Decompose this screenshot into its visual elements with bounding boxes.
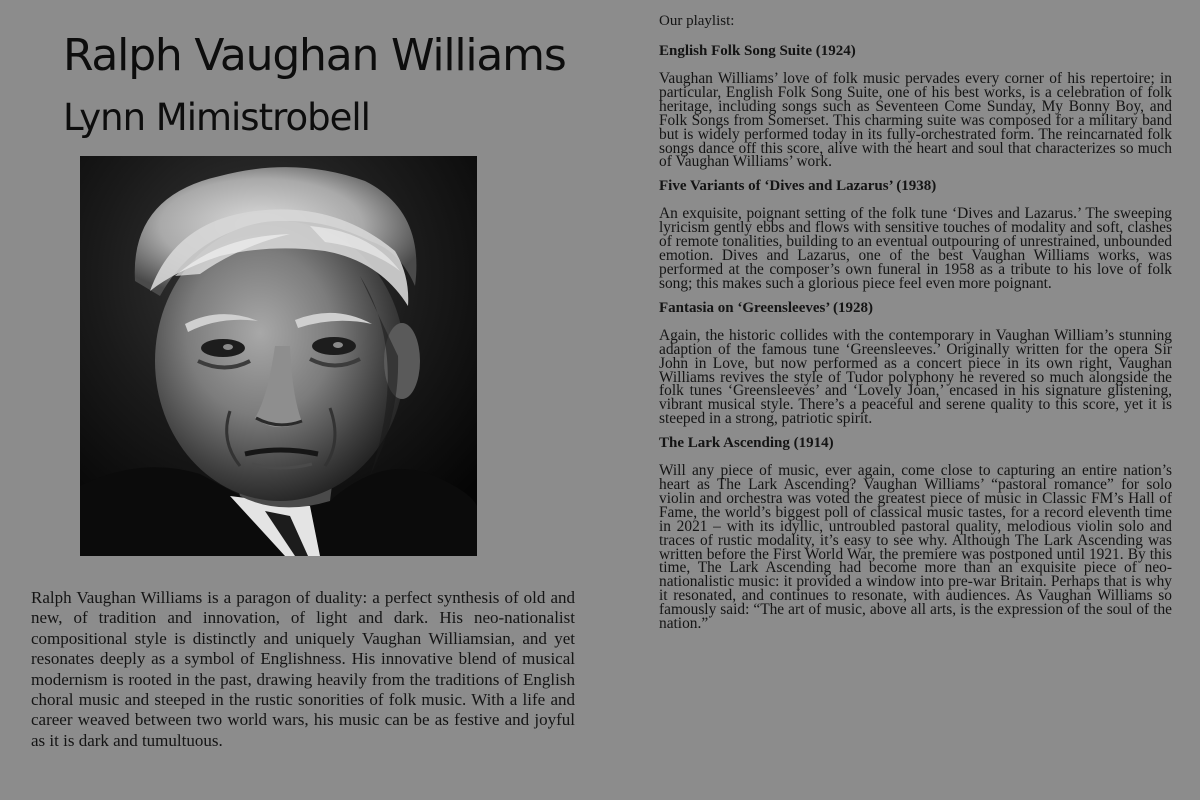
composer-portrait (80, 156, 477, 556)
piece-description: Vaughan Williams’ love of folk music pervades every corner of his repertoire; in particular, English Folk Song Suite, one of his best works, is a celebration of folk heritage, including songs such as Seventeen Come Sunday, My Bonny Boy, and Folk Songs from Somerset. This charming suite was composed for a military band but is widely performed today in its fully-orchestrated form. The reincarnated folk songs dance off this score, alive with the heart and soul that characterizes so much of Vaughan Williams’ work. (659, 70, 1172, 171)
piece-title: The Lark Ascending (1914) (659, 435, 834, 452)
piece-title: Fantasia on ‘Greensleeves’ (1928) (659, 299, 873, 316)
piece-description: Again, the historic collides with the contemporary in Vaughan William’s stunning adaption of the famous tune ‘Greensleeves.’ Originally written for the opera Sir John in Love, but now performed as a concert piece in its own right, Vaughan Williams revives the style of Tudor polyphony he revered so much alongside the folk tunes ‘Greensleeves’ and ‘Lovely Joan,’ encased in his signature glistening, vibrant musical style. There’s a peaceful and serene quality to this score, yet it is steeped in a strong, patriotic spirit. (659, 326, 1172, 428)
piece-description: An exquisite, poignant setting of the folk tune ‘Dives and Lazarus.’ The sweeping lyricism gently ebbs and flows with sensitive touches of modality and soft, clashes of remote tonalities, building to an eventual outpouring of unrestrained, unbounded emotion. Dives and Lazarus, one of the best Vaughan Williams works, was performed at the composer’s own funeral in 1958 as a tribute to his love of folk song; this makes such a glorious piece feel even more poignant. (659, 205, 1172, 292)
page-title: Ralph Vaughan Williams (63, 30, 566, 81)
biography-text: Ralph Vaughan Williams is a paragon of duality: a perfect synthesis of old and new, of tradition and innovation, of light and dark. His neo-nationalist compositional style is distinctly and uniquely Vaughan Williamsian, and yet resonates deeply as a symbol of Englishness. His innovative blend of musical modernism is rooted in the past, drawing heavily from the traditions of English choral music and steeped in the rustic sonorities of folk music. With a life and career weaved between two world wars, his music can be as festive and joyful as it is dark and tumultuous. (31, 588, 575, 750)
playlist-item (659, 299, 1172, 426)
piece-description: Will any piece of music, ever again, come close to capturing an entire nation’s heart as The Lark Ascending? Vaughan Williams’ “pastoral romance” for solo violin and orchestra was voted the greatest piece of music in Classic FM’s Hall of Fame, the world’s biggest poll of classical music tastes, for a record eleventh time in 2021 – with its idyllic, untroubled pastoral quality, melodious violin solo and traces of rustic modality, it’s easy to see why. Although The Lark Ascending was written before the First World War, the premiere was postponed until 1921. By this time, The Lark Ascending had become more than an exquisite piece of neo-nationalistic music: it provided a window into pre-war Britain. Perhaps that is why it resonated, and continues to resonate, with audiences. As Vaughan Williams so famously said: “The art of music, above all arts, is the expression of the soul of the nation.” (659, 462, 1172, 633)
playlist-item (659, 177, 1172, 290)
playlist-heading: Our playlist: (659, 13, 735, 29)
author-name: Lynn Mimistrobell (63, 96, 370, 139)
playlist-item (659, 434, 1172, 631)
piece-title: Five Variants of ‘Dives and Lazarus’ (1938) (659, 178, 937, 195)
playlist-section (659, 12, 1172, 639)
piece-title: English Folk Song Suite (1924) (659, 43, 856, 59)
playlist-item (659, 42, 1172, 169)
